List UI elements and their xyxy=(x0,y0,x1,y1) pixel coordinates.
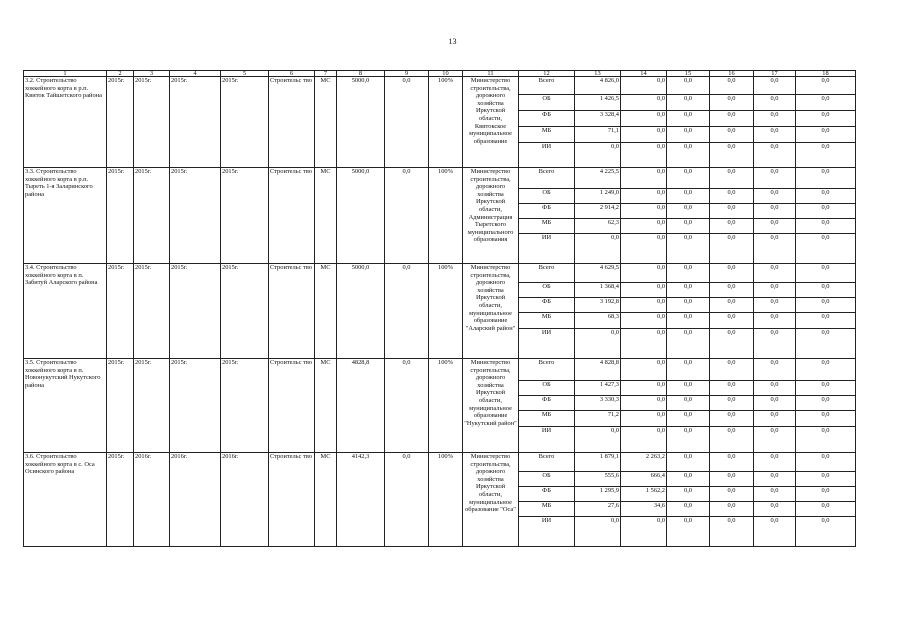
amount-cell: 0,0 xyxy=(710,472,754,487)
percent-cell: 100% xyxy=(429,453,463,547)
amount-cell: 0,0 xyxy=(621,95,667,111)
amount-cell: 0,0 xyxy=(754,427,796,453)
amount-cell: 0,0 xyxy=(796,127,856,143)
funding-source-cell: Всего xyxy=(519,453,575,472)
amount-cell: 0,0 xyxy=(667,427,710,453)
amount-cell: 0,0 xyxy=(710,143,754,168)
work-type-cell: Строительс тво xyxy=(269,77,315,168)
amount-cell: 68,3 xyxy=(575,313,621,329)
funding-source-cell: ФБ xyxy=(519,111,575,127)
column-number-header: 6 xyxy=(269,71,315,77)
funding-source-cell: Всего xyxy=(519,77,575,95)
amount-cell: 0,0 xyxy=(621,168,667,189)
amount-cell: 0,0 xyxy=(575,427,621,453)
amount-cell: 0,0 xyxy=(667,313,710,329)
amount-cell: 4 225,5 xyxy=(575,168,621,189)
amount-cell: 0,0 xyxy=(796,189,856,204)
plan-start-cell: 2015г. xyxy=(170,264,221,359)
amount-cell: 0,0 xyxy=(667,472,710,487)
amount-cell: 2 263,2 xyxy=(621,453,667,472)
amount-cell: 0,0 xyxy=(796,381,856,396)
column-number-header: 11 xyxy=(463,71,519,77)
amount-cell: 0,0 xyxy=(754,143,796,168)
amount-cell: 0,0 xyxy=(667,264,710,283)
funding-source-cell: ОБ xyxy=(519,283,575,298)
column-number-header: 8 xyxy=(337,71,385,77)
amount-cell: 0,0 xyxy=(710,283,754,298)
plan-end-cell: 2016г. xyxy=(221,453,269,547)
amount-cell: 1 427,3 xyxy=(575,381,621,396)
funding-source-cell: ОБ xyxy=(519,472,575,487)
amount-cell: 0,0 xyxy=(754,517,796,547)
amount-cell: 0,0 xyxy=(710,359,754,381)
column-number-header: 1 xyxy=(24,71,107,77)
amount-cell: 0,0 xyxy=(754,472,796,487)
amount-cell: 3 328,4 xyxy=(575,111,621,127)
amount-cell: 0,0 xyxy=(796,517,856,547)
funding-source-cell: ИИ xyxy=(519,517,575,547)
amount-cell: 34,6 xyxy=(621,502,667,517)
amount-cell: 0,0 xyxy=(754,298,796,313)
amount-cell: 0,0 xyxy=(754,95,796,111)
amount-cell: 0,0 xyxy=(754,453,796,472)
funding-source-cell: Всего xyxy=(519,264,575,283)
amount-cell: 0,0 xyxy=(710,427,754,453)
column-number-header: 7 xyxy=(315,71,337,77)
funding-source-cell: ОБ xyxy=(519,381,575,396)
plan-start-cell: 2015г. xyxy=(170,77,221,168)
funding-source-cell: ФБ xyxy=(519,204,575,219)
amount-cell: 0,0 xyxy=(621,77,667,95)
amount-cell: 0,0 xyxy=(621,396,667,411)
amount-cell: 71,2 xyxy=(575,411,621,427)
work-type-cell: Строительс тво xyxy=(269,359,315,453)
amount-cell: 0,0 xyxy=(754,234,796,264)
amount-cell: 0,0 xyxy=(796,95,856,111)
start-year-cell: 2015г. xyxy=(107,359,134,453)
amount-cell: 0,0 xyxy=(667,143,710,168)
amount-cell: 0,0 xyxy=(710,77,754,95)
amount-cell: 0,0 xyxy=(621,219,667,234)
percent-cell: 100% xyxy=(429,168,463,264)
amount-cell: 0,0 xyxy=(621,204,667,219)
amount-cell: 0,0 xyxy=(621,517,667,547)
amount-cell: 0,0 xyxy=(754,77,796,95)
amount-cell: 0,0 xyxy=(621,143,667,168)
amount-cell: 0,0 xyxy=(710,517,754,547)
column-number-header: 16 xyxy=(710,71,754,77)
amount-cell: 0,0 xyxy=(754,264,796,283)
amount-cell: 0,0 xyxy=(754,359,796,381)
amount-cell: 0,0 xyxy=(710,234,754,264)
amount-cell: 1 562,2 xyxy=(621,487,667,502)
amount-cell: 555,6 xyxy=(575,472,621,487)
column-number-header: 3 xyxy=(134,71,170,77)
column-number-header: 9 xyxy=(385,71,429,77)
executor-cell: Министерство строительства, дорожного хозяйства Иркутской области, муниципальное образование "Оса" xyxy=(463,453,519,547)
amount-cell: 0,0 xyxy=(796,472,856,487)
amount-cell: 0,0 xyxy=(710,313,754,329)
amount-cell: 0,0 xyxy=(710,189,754,204)
amount-cell: 0,0 xyxy=(667,487,710,502)
unit-cell: МС xyxy=(315,168,337,264)
start-year-cell: 2015г. xyxy=(107,453,134,547)
amount-cell: 0,0 xyxy=(667,111,710,127)
percent-cell: 100% xyxy=(429,359,463,453)
amount-cell: 0,0 xyxy=(796,234,856,264)
amount-cell: 0,0 xyxy=(710,502,754,517)
column-number-header: 12 xyxy=(519,71,575,77)
table-row xyxy=(24,359,856,381)
amount-cell: 0,0 xyxy=(754,381,796,396)
amount-cell: 0,0 xyxy=(754,283,796,298)
amount-cell: 0,0 xyxy=(754,329,796,359)
plan-end-cell: 2015г. xyxy=(221,77,269,168)
project-name-cell: 3.2. Строительство хоккейного корта в р.п. Квиток Тайшетского района xyxy=(24,77,107,168)
amount-cell: 71,1 xyxy=(575,127,621,143)
amount-cell: 0,0 xyxy=(754,219,796,234)
amount-cell: 0,0 xyxy=(710,95,754,111)
funding-source-cell: ИИ xyxy=(519,143,575,168)
funding-source-cell: МБ xyxy=(519,313,575,329)
amount-cell: 0,0 xyxy=(796,219,856,234)
amount-cell: 0,0 xyxy=(667,219,710,234)
amount-cell: 0,0 xyxy=(796,283,856,298)
amount-cell: 0,0 xyxy=(621,329,667,359)
amount-cell: 0,0 xyxy=(575,329,621,359)
plan-start-cell: 2015г. xyxy=(170,359,221,453)
amount-cell: 0,0 xyxy=(796,487,856,502)
amount-cell: 27,6 xyxy=(575,502,621,517)
column-number-header: 5 xyxy=(221,71,269,77)
amount-cell: 3 192,8 xyxy=(575,298,621,313)
amount-cell: 4 629,5 xyxy=(575,264,621,283)
amount-cell: 0,0 xyxy=(621,189,667,204)
capacity-cell: 4828,8 xyxy=(337,359,385,453)
capacity-cell: 4142,3 xyxy=(337,453,385,547)
amount-cell: 0,0 xyxy=(575,143,621,168)
amount-cell: 3 330,3 xyxy=(575,396,621,411)
amount-cell: 4 828,8 xyxy=(575,359,621,381)
readiness-cell: 0,0 xyxy=(385,359,429,453)
amount-cell: 0,0 xyxy=(667,329,710,359)
executor-cell: Министерство строительства, дорожного хозяйства Иркутской области, Администрация Тыретского муниципального образования xyxy=(463,168,519,264)
budget-table xyxy=(23,70,856,547)
amount-cell: 0,0 xyxy=(621,313,667,329)
amount-cell: 0,0 xyxy=(667,168,710,189)
capacity-cell: 5000,0 xyxy=(337,77,385,168)
funding-source-cell: ФБ xyxy=(519,487,575,502)
amount-cell: 0,0 xyxy=(710,219,754,234)
funding-source-cell: Всего xyxy=(519,359,575,381)
end-year-cell: 2015г. xyxy=(134,77,170,168)
amount-cell: 0,0 xyxy=(754,396,796,411)
table-row xyxy=(24,264,856,283)
readiness-cell: 0,0 xyxy=(385,77,429,168)
amount-cell: 0,0 xyxy=(621,298,667,313)
funding-source-cell: ФБ xyxy=(519,298,575,313)
column-number-header: 2 xyxy=(107,71,134,77)
amount-cell: 0,0 xyxy=(796,313,856,329)
end-year-cell: 2015г. xyxy=(134,264,170,359)
amount-cell: 1 295,9 xyxy=(575,487,621,502)
funding-source-cell: ОБ xyxy=(519,189,575,204)
column-number-header: 18 xyxy=(796,71,856,77)
amount-cell: 0,0 xyxy=(754,313,796,329)
page-number: 13 xyxy=(448,37,457,46)
funding-source-cell: ИИ xyxy=(519,427,575,453)
amount-cell: 0,0 xyxy=(710,329,754,359)
end-year-cell: 2015г. xyxy=(134,359,170,453)
amount-cell: 0,0 xyxy=(621,381,667,396)
end-year-cell: 2016г. xyxy=(134,453,170,547)
amount-cell: 0,0 xyxy=(667,411,710,427)
table-row xyxy=(24,77,856,95)
amount-cell: 0,0 xyxy=(667,189,710,204)
column-number-header: 15 xyxy=(667,71,710,77)
percent-cell: 100% xyxy=(429,77,463,168)
plan-end-cell: 2015г. xyxy=(221,168,269,264)
amount-cell: 0,0 xyxy=(796,427,856,453)
amount-cell: 0,0 xyxy=(667,127,710,143)
amount-cell: 0,0 xyxy=(796,359,856,381)
amount-cell: 0,0 xyxy=(575,234,621,264)
amount-cell: 0,0 xyxy=(796,453,856,472)
amount-cell: 0,0 xyxy=(667,381,710,396)
table-body xyxy=(24,77,856,547)
amount-cell: 0,0 xyxy=(667,234,710,264)
amount-cell: 0,0 xyxy=(754,111,796,127)
column-number-header: 4 xyxy=(170,71,221,77)
amount-cell: 0,0 xyxy=(667,283,710,298)
amount-cell: 1 879,1 xyxy=(575,453,621,472)
executor-cell: Министерство строительства, дорожного хозяйства Иркутской области, Квитокское муниципальное образование xyxy=(463,77,519,168)
amount-cell: 0,0 xyxy=(796,168,856,189)
funding-source-cell: МБ xyxy=(519,502,575,517)
amount-cell: 0,0 xyxy=(710,127,754,143)
amount-cell: 0,0 xyxy=(754,189,796,204)
amount-cell: 0,0 xyxy=(621,111,667,127)
unit-cell: МС xyxy=(315,453,337,547)
plan-end-cell: 2015г. xyxy=(221,359,269,453)
table-row xyxy=(24,453,856,472)
plan-start-cell: 2015г. xyxy=(170,168,221,264)
amount-cell: 0,0 xyxy=(621,127,667,143)
funding-source-cell: МБ xyxy=(519,411,575,427)
amount-cell: 0,0 xyxy=(667,517,710,547)
start-year-cell: 2015г. xyxy=(107,264,134,359)
funding-source-cell: ОБ xyxy=(519,95,575,111)
amount-cell: 0,0 xyxy=(796,502,856,517)
amount-cell: 0,0 xyxy=(710,168,754,189)
amount-cell: 0,0 xyxy=(667,77,710,95)
amount-cell: 0,0 xyxy=(667,359,710,381)
amount-cell: 0,0 xyxy=(796,411,856,427)
amount-cell: 0,0 xyxy=(754,168,796,189)
amount-cell: 1 249,0 xyxy=(575,189,621,204)
column-number-header: 13 xyxy=(575,71,621,77)
amount-cell: 62,3 xyxy=(575,219,621,234)
funding-source-cell: Всего xyxy=(519,168,575,189)
amount-cell: 0,0 xyxy=(754,502,796,517)
project-name-cell: 3.4. Строительство хоккейного корта в п. Забитуй Аларского района xyxy=(24,264,107,359)
percent-cell: 100% xyxy=(429,264,463,359)
funding-source-cell: ИИ xyxy=(519,329,575,359)
amount-cell: 0,0 xyxy=(621,359,667,381)
amount-cell: 0,0 xyxy=(710,453,754,472)
amount-cell: 0,0 xyxy=(754,127,796,143)
work-type-cell: Строительс тво xyxy=(269,453,315,547)
amount-cell: 0,0 xyxy=(667,95,710,111)
amount-cell: 0,0 xyxy=(710,204,754,219)
amount-cell: 0,0 xyxy=(796,396,856,411)
amount-cell: 666,4 xyxy=(621,472,667,487)
capacity-cell: 5000,0 xyxy=(337,168,385,264)
amount-cell: 0,0 xyxy=(710,396,754,411)
unit-cell: МС xyxy=(315,359,337,453)
unit-cell: МС xyxy=(315,264,337,359)
amount-cell: 0,0 xyxy=(796,264,856,283)
column-number-header: 14 xyxy=(621,71,667,77)
funding-source-cell: МБ xyxy=(519,219,575,234)
project-name-cell: 3.5. Строительство хоккейного корта в п. Новонукутский Нукутского района xyxy=(24,359,107,453)
end-year-cell: 2015г. xyxy=(134,168,170,264)
amount-cell: 0,0 xyxy=(667,453,710,472)
amount-cell: 1 368,4 xyxy=(575,283,621,298)
amount-cell: 0,0 xyxy=(710,381,754,396)
capacity-cell: 5000,0 xyxy=(337,264,385,359)
plan-start-cell: 2016г. xyxy=(170,453,221,547)
amount-cell: 2 914,2 xyxy=(575,204,621,219)
funding-source-cell: МБ xyxy=(519,127,575,143)
column-number-header: 10 xyxy=(429,71,463,77)
start-year-cell: 2015г. xyxy=(107,168,134,264)
amount-cell: 0,0 xyxy=(621,234,667,264)
amount-cell: 0,0 xyxy=(796,298,856,313)
amount-cell: 0,0 xyxy=(754,411,796,427)
readiness-cell: 0,0 xyxy=(385,264,429,359)
amount-cell: 0,0 xyxy=(710,411,754,427)
column-number-header: 17 xyxy=(754,71,796,77)
amount-cell: 4 826,0 xyxy=(575,77,621,95)
funding-source-cell: ИИ xyxy=(519,234,575,264)
amount-cell: 0,0 xyxy=(796,77,856,95)
work-type-cell: Строительс тво xyxy=(269,264,315,359)
plan-end-cell: 2015г. xyxy=(221,264,269,359)
amount-cell: 0,0 xyxy=(796,111,856,127)
amount-cell: 0,0 xyxy=(621,283,667,298)
amount-cell: 1 426,5 xyxy=(575,95,621,111)
amount-cell: 0,0 xyxy=(710,111,754,127)
amount-cell: 0,0 xyxy=(796,204,856,219)
amount-cell: 0,0 xyxy=(667,396,710,411)
amount-cell: 0,0 xyxy=(575,517,621,547)
amount-cell: 0,0 xyxy=(796,329,856,359)
work-type-cell: Строительс тво xyxy=(269,168,315,264)
amount-cell: 0,0 xyxy=(621,427,667,453)
amount-cell: 0,0 xyxy=(754,204,796,219)
amount-cell: 0,0 xyxy=(754,487,796,502)
amount-cell: 0,0 xyxy=(667,204,710,219)
readiness-cell: 0,0 xyxy=(385,453,429,547)
executor-cell: Министерство строительства, дорожного хозяйства Иркутской области, муниципальное образование "Аларский район" xyxy=(463,264,519,359)
amount-cell: 0,0 xyxy=(621,411,667,427)
project-name-cell: 3.3. Строительство хоккейного корта в р.п. Тыреть 1-я Заларинского района xyxy=(24,168,107,264)
table-row xyxy=(24,168,856,189)
amount-cell: 0,0 xyxy=(710,487,754,502)
executor-cell: Министерство строительства, дорожного хозяйства Иркутской области, муниципальное образование "Нукутский район" xyxy=(463,359,519,453)
amount-cell: 0,0 xyxy=(710,264,754,283)
unit-cell: МС xyxy=(315,77,337,168)
amount-cell: 0,0 xyxy=(667,502,710,517)
amount-cell: 0,0 xyxy=(667,298,710,313)
amount-cell: 0,0 xyxy=(710,298,754,313)
amount-cell: 0,0 xyxy=(796,143,856,168)
funding-source-cell: ФБ xyxy=(519,396,575,411)
amount-cell: 0,0 xyxy=(621,264,667,283)
project-name-cell: 3.6. Строительство хоккейного корта в с. Оса Осинского района xyxy=(24,453,107,547)
readiness-cell: 0,0 xyxy=(385,168,429,264)
start-year-cell: 2015г. xyxy=(107,77,134,168)
